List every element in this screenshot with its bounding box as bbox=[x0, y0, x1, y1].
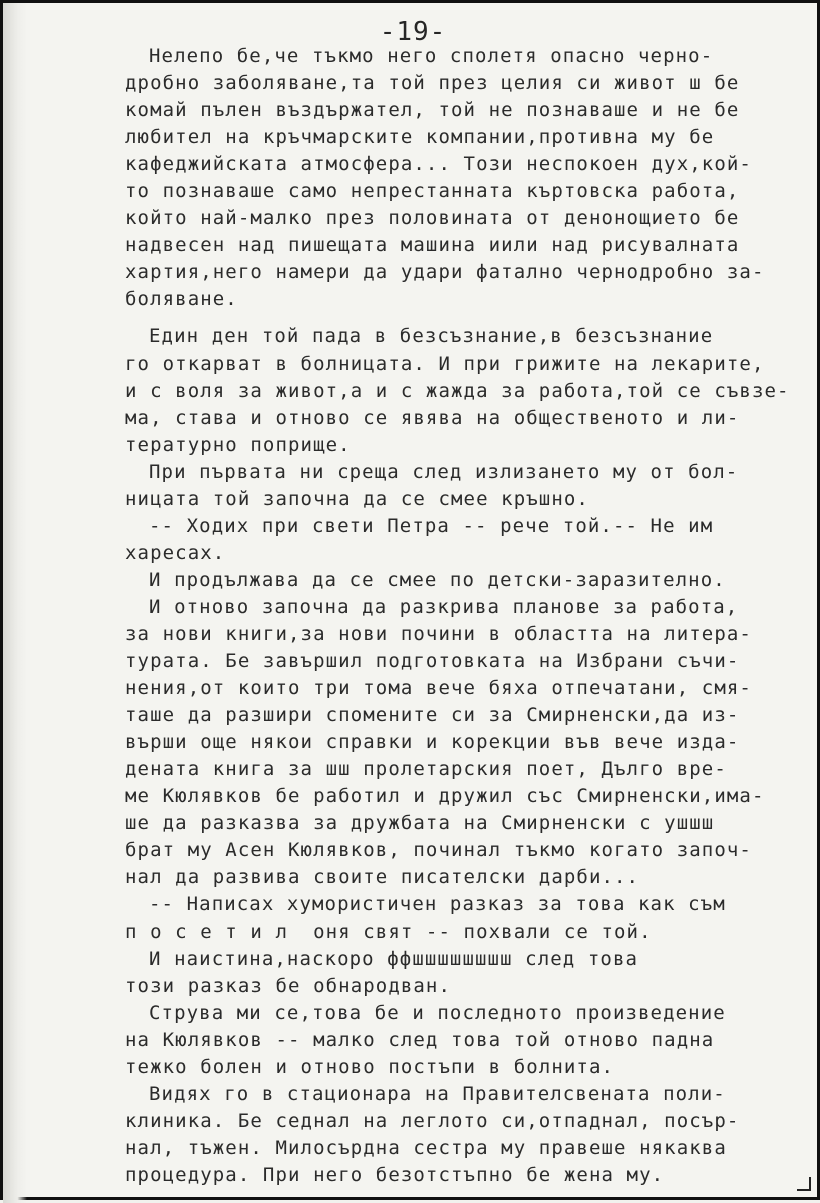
text-line: -- Ходих при свети Петра -- рече той.-- Не им bbox=[149, 514, 714, 537]
text-line: и с воля за живот,а и с жажда за работа,той се съвзе- bbox=[125, 379, 790, 402]
text-line: п о с е т и л оня свят -- похвали се той. bbox=[125, 920, 652, 943]
text-line: го откарват в болницата. И при грижите на лекарите, bbox=[125, 352, 765, 375]
paragraph-gap bbox=[149, 313, 817, 323]
typewritten-text-body bbox=[125, 43, 817, 1189]
text-line: клиника. Бе седнал на леглото си,отпаднал, посър- bbox=[125, 1109, 740, 1132]
text-line: ницата той започна да се смее кръшно. bbox=[125, 487, 589, 510]
text-line: ше да разказва за дружбата на Смирненски с ушшш bbox=[125, 812, 715, 835]
text-line: брат му Асен Кюлявков, починал тъкмо когато започ- bbox=[125, 839, 752, 862]
text-line: ма, става и отново се явява на общественото и ли- bbox=[125, 406, 740, 429]
text-line: нал да развива своите писателски дарби... bbox=[125, 866, 640, 889]
text-line: нал, тъжен. Милосърдна сестра му правеше някаква bbox=[125, 1136, 727, 1159]
page-shadow-edge bbox=[3, 3, 27, 1203]
text-line: на Кюлявков -- малко след това той отново падна bbox=[125, 1028, 715, 1051]
text-line: тературно поприще. bbox=[125, 433, 351, 456]
text-line: надвесен над пишещата машина иили над рисувалната bbox=[125, 234, 740, 257]
text-line: процедура. При него безотстъпно бе жена му. bbox=[125, 1163, 665, 1186]
text-line: който най-малко през половината от денонощието бе bbox=[125, 207, 740, 230]
border-corner bbox=[797, 1177, 811, 1191]
text-line: ме Кюлявков бе работил и дружил със Смирненски,има- bbox=[125, 785, 765, 808]
text-line: Нелепо бе,че тъкмо него сполетя опасно черно- bbox=[149, 45, 714, 67]
text-line: любител на кръчмарските компании,противна му бе bbox=[125, 126, 715, 149]
text-line: При първата ни среща след излизането му от бол- bbox=[149, 460, 739, 483]
text-line: върши още някои справки и корекции във вече изда- bbox=[125, 731, 740, 754]
text-line: за нови книги,за нови почини в областта на литера- bbox=[125, 622, 752, 645]
text-line: комай пълен въздържател, той не познаваше и не бе bbox=[125, 99, 740, 122]
text-line: -- Написах хумористичен разказ за това как съм bbox=[149, 893, 726, 916]
text-line: хартия,него намери да удари фатално чернодробно за- bbox=[125, 261, 765, 284]
text-line: то познаваше само непрестанната къртовска работа, bbox=[125, 180, 740, 203]
page-number: -19- bbox=[379, 17, 447, 47]
text-line: дената книга за шш пролетарския поет, Дълго вре- bbox=[125, 758, 727, 781]
text-line: И наистина,наскоро ффшшшшшшшш след това bbox=[149, 947, 639, 970]
text-line: тежко болен и отново постъпи в болнита. bbox=[125, 1055, 615, 1078]
text-line: Струва ми се,това бе и последното произведение bbox=[149, 1001, 726, 1024]
text-line: турата. Бе завършил подготовката на Избрани съчи- bbox=[125, 650, 740, 673]
text-line: дробно заболяване,та той през целия си живот ш бе bbox=[125, 72, 740, 95]
text-line: таше да разшири спомените си за Смирненски,да из- bbox=[125, 704, 740, 727]
text-line: кафеджийската атмосфера... Този неспокоен дух,кой- bbox=[125, 153, 752, 176]
text-line: харесах. bbox=[125, 541, 226, 564]
text-line: боляване. bbox=[125, 288, 238, 311]
text-line: Видях го в стационара на Правителсвената поли- bbox=[149, 1082, 726, 1105]
text-line: И продължава да се смее по детски-заразително. bbox=[149, 568, 726, 591]
text-line: нения,от които три тома вече бяха отпечатани, смя- bbox=[125, 677, 752, 700]
text-line: този разказ бе обнародван. bbox=[125, 974, 452, 997]
text-line: И отново започна да разкрива планове за работа, bbox=[149, 595, 739, 618]
text-line: Един ден той пада в безсъзнание,в безсъзнание bbox=[149, 325, 714, 348]
